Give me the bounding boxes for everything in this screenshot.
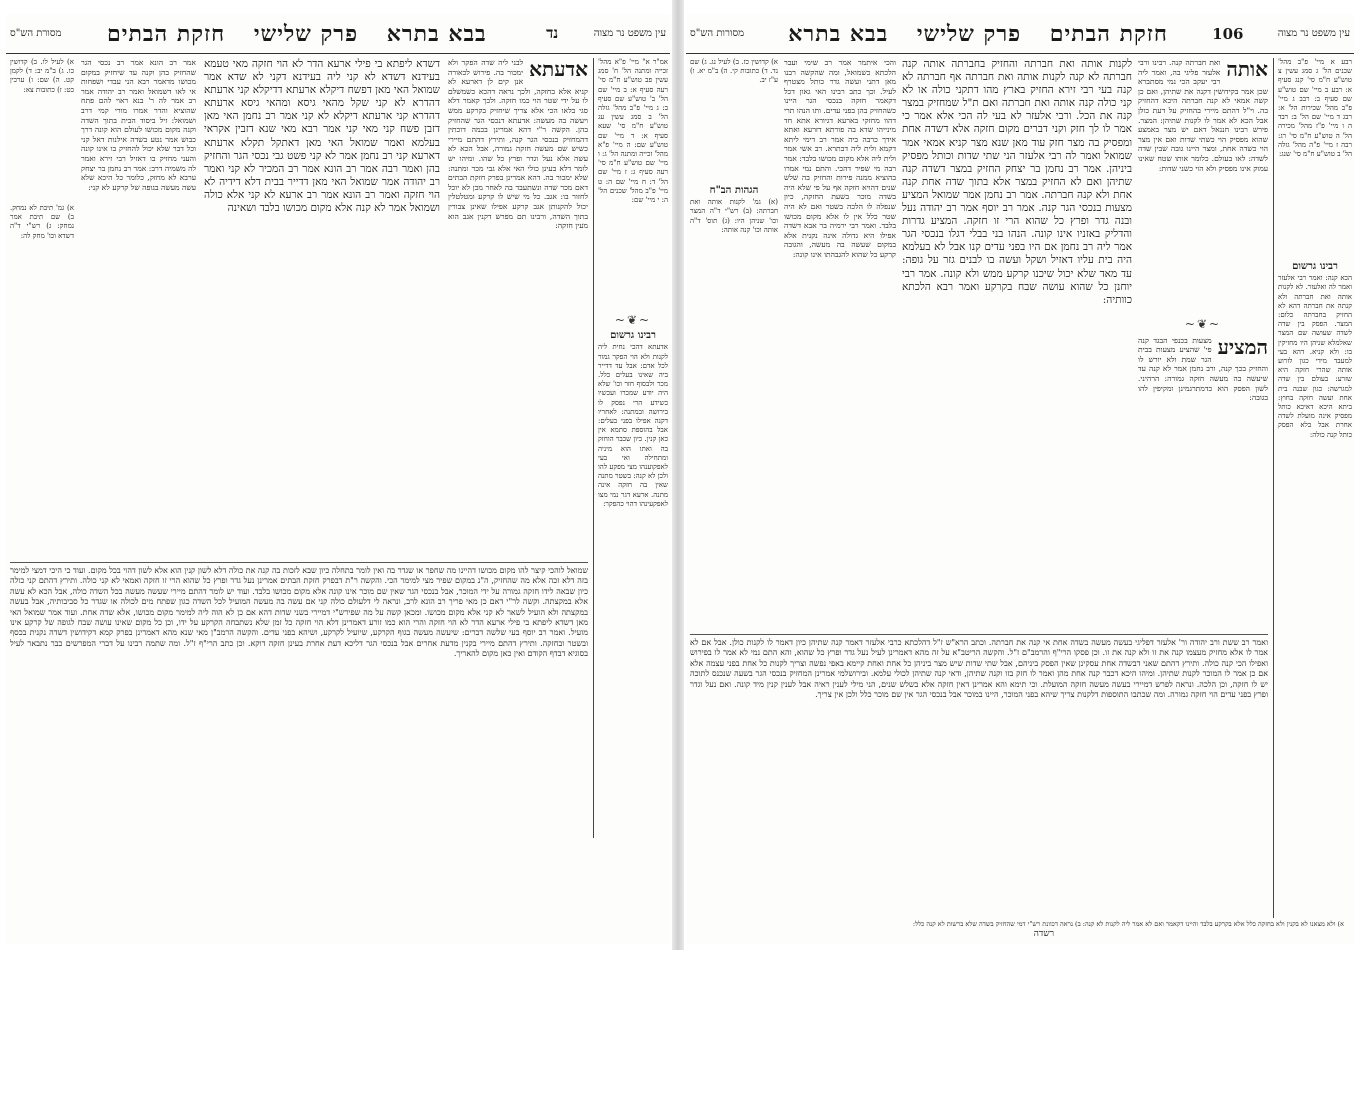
column-divider bbox=[1273, 58, 1274, 918]
gemara-text: דשדא ליפתא בי פילי ארעא הדר לא הוי חזקה מאי טעמא בעידנא דשדא לא קני ליה בעידנא דקני לא שדא אמר שמואל האי מאן דפשח דיקלא ארעתא דדיקלא קני ארעתא דהדרא לא קני שקל מהאי גיסא ומהאי גיסא ארעתא דהדרא קני ארעתא דיקלא לא קני אמר רב נחמן האי מאן דזבן פשח קני מאי קני אמר רבא מאי שנא דזבין אקראי בעלמא ואמר שמואל האי מאן דאתקל תקלא ארעתא דארעא קני רב נחמן אמר לא קני פשט גבי נכסי הגר והחזיק בהן ואמר רבה אמר רב הונא אמר רב המכיר לא קני ואמר רב יהודה אמר שמואל האי מאן דדייר בבית דלא דידיה לא הוי חזקה ואמר רב הונא אמר רב ארעא לא קני אלא כולה ושמואל אמר לא קנה אלא מקום מכושו בלבד ושאינה bbox=[204, 58, 440, 215]
masoret-label: מסורת הש"ס bbox=[10, 28, 62, 39]
page-catchword: רשדה bbox=[1033, 930, 1054, 938]
rashi-column bbox=[784, 58, 896, 628]
left-page-header bbox=[6, 14, 670, 54]
tosafot-text: ואת חברתה קנה. רבינו ורבי אלעזר פליגי בה, ואמר ליה רבי יעקב הכי נמי מסתברא שכן אמר בקידושין דקנה את שתיהן, ואם כן קשה אמאי לא קנה חברתה היכא דהחזיק בה. וי"ל דהתם מיירי בהחזיק על דעת כולן אבל הכא לא אמר לו לקנות שתיהן: המצר. פירש רבינו חננאל דאם יש מצר באמצע שהוא מפסיק הוי כשתי שדות ואם אין מצר הוי כשדה אחת, ומצר היינו גובה שבין שדה לשדה: לאו בעולם. כלומר אותו שטח שאינו עמוק אינו מפסיק ולא הוי כשני שדות: bbox=[1138, 58, 1268, 173]
chapter-number: פרק שלישי bbox=[253, 20, 359, 47]
hagahot-title: הגהות הב"ח bbox=[709, 185, 759, 196]
masoret-text: א) לעיל לו. ב) קדושין כו. ג) ב"מ יב: ד) לקמן קט. ה) שם: ו) ערכין כט: ז) כתובות צא: bbox=[10, 58, 74, 94]
harrechivi-text: מצעות בכנפי הבגד קנה פי' שהציע מצעות בבית הגר שמת ולא יורש לו והחזיק בכך קנה, ורב נחמן אמר לא קנה עד שיעשה בה מעשה חזקה גמורה: הרהיני. לשון הפסק הוא כדמתרגמינן ומקיפין להו בגובה: bbox=[1138, 335, 1268, 403]
commentary-separator bbox=[690, 634, 1268, 635]
tosafot-text: לבני ליה שדה הפקר ולא ימכור בה. פירוש לכאורה אנן קים לן דארעא לא קניא אלא בחזקה, ולכך נראה דהכא כשמשלם לו על ידי שטר הוי כמו חזקה. ולכך קאמר דלא סגי בלאו הכי אלא צריך שיחזיק בקרקע ממש ויעשה בה מעשה: אדעתא דנכסי הגר שהחזיק בהן. הקשה ר"י דהא אמרינן בכמה דוכתין דהמחזיק בנכסי הגר קנה, ותירץ דהתם מיירי כשיש שם מעשה חזקה גמורה, אבל הכא לא עשה אלא נעל וגדר ופרץ כל שהו. ומיהו יש לומר דלא בעינן כולי האי אלא גבי מכר ומתנה: שלא ימכור בה. דהא אמרינן בפרק חזקת הבתים דאם מכר שדה ונשתעבד בה לאחר מכן לא יוכל לחזור בו: אגב. כל מי שיש לו קרקע ומטלטלין יכול להקנותן אגב קרקע אפילו שאינן צבורין בתוך השדה, ורבינו תם מפרש דקנין אגב הוא מעין חזקה: bbox=[448, 58, 588, 231]
running-title bbox=[778, 21, 1178, 47]
left-page bbox=[6, 14, 670, 944]
masoret-text: א) קדושין כז. ב) לעיל נג. ג) שם נד. ד) כתובות קי. ה) ב"מ יא. ו) ע"ז יב. bbox=[690, 58, 778, 85]
gemara-main-text bbox=[902, 58, 1132, 628]
harrechivi-column bbox=[1138, 314, 1268, 614]
rabbeinu-gershom-column bbox=[598, 310, 668, 830]
right-page bbox=[686, 14, 1354, 944]
tractate-name: בבא בתרא bbox=[386, 20, 487, 47]
page-footnote: א) ולא מצאנו לא בקנין ולא בחזקה כלל אלא בקרקע בלבד והיינו דקאמר ואם לא אמר ליה לקנות לא קנה: ב) נראה דכוונת רש"י דמי שהחזיק בשדה שלא ברשות לא קנה כלל: bbox=[912, 920, 1344, 928]
hagahot-column bbox=[10, 204, 74, 354]
bottom-commentary-text: שמואל לוהכי קיצר להו מקום מכושו דהיינו מה שחפר או שגדר בה ואין לומר בתחלה כיון שבא לזכות בה קנה את כולה דלא לשון קנין הוא אלא לשון דהוי בכל מקום. ועוד כי היכי דמצי למימר בזה דלא זכה אלא מה שהחזיק, ה"נ במקום שפיר מצי למימר הכי. והקשה ר"ת דבפרק חזקת הבתים אמרינן נעל גדר ופרץ כל שהוא הרי זו חזקה ואמאי לא קני כולה. ותירץ דהתם קני כולה כיון שבאה לידו חזקה גמורה על ידי המוכר, אבל בנכסי הגר שאין שם מוכר אינו קונה אלא מקום מכושו בלבד. ועוד יש לומר דהתם מיירי שעשה מעשה בכל השדה כולה, אבל הכא לא עשה אלא במקצתה. וקשה לר"י דאם כן מאי פריך רב הונא לרב, ונראה לי דלעולם כולה קני אם עשה בה מעשה המועיל לכל השדה כגון שפתח מים לכולה או שגדר כל סביבותיה, אבל בעשה במקצתה ולא הועיל לשאר לא קני אלא מקום מכושו. ומכאן קשה על מה שפירש"י דמיירי בשני שדות דהא אם כן לא הוה ליה למימר מקום מכושו, אלא שדה אחת. ועוד אמר שמואל האי מאן דשדא ליפתא בי פילי ארעא הדר לא הוי חזקה והרי הוא כמו זורע דאמרינן דלא הוי חזקה כל זמן שלא נשתבחה הקרקע על ידו, וכן כל מקום שאינו עושה שבח לגופה של קרקע אינו מועיל. ואמר רב יוסף בעי שלשה דברים: שיעשה מעשה בגוף הקרקע, שיועיל לקרקע, ושיהא בפני עדים. והקשה הרמב"ן מאי שנא מהא דאמרינן בפרק קמא דקידושין דשדה נקנית בכסף ובשטר ובחזקה. ותירץ דהתם מיירי בקנין מדעת אחרים אבל בנכסי הגר דליכא דעת אחרת בעינן חזקה דוקא. וכן כתב הרי"ף ז"ל. ומה שתמה רבינו על דברי המפרשים כבר נתבאר לעיל בסוגיא דבדף הקודם ואין כאן מקום להאריך. bbox=[10, 566, 588, 659]
chapter-number: פרק שלישי bbox=[916, 20, 1022, 47]
tosafot-head-word: אותה bbox=[1226, 58, 1268, 81]
gemara-main-text bbox=[204, 58, 440, 558]
tosafot-column bbox=[1138, 58, 1268, 308]
ein-mishpat-text: רבע א מיי' פ"ב מהל' שכנים הל' ג סמג עשין צ טוש"ע ח"מ סי' קנג סעיף א: רבע ב מיי' שם טוש"ע שם סעיף ב: רבב ג מיי' פ"ב מהל' שכירות הל' א: רבג ד מיי' שם הל' ב: רבד ה ו מיי' פ"ז מהל' מכירה הל' ה טוש"ע ח"מ סי' רג: רבה ז מיי' פ"ה מהל' גזלה הל' ב טוש"ע ח"מ סי' שנג: bbox=[1278, 58, 1352, 159]
masoret-hashas-column bbox=[10, 58, 74, 198]
rashi-text: אמר רב הונא אמר רב נכסי הגר שהחזיק בהן וקנה עד שיחזיק במקום מכושו מדאמר רבא הני עבדי ושפחות אי לאו דשמואל ואמר רב יהודה אמר רב אמר לה ר' בנא ראוי להם פתח שהוציא והדר אמרו מורי קמי דרב ושמואל: זיל ביסוד הבית בתוך השדה וקנה מקום מכושו לעולם הוא קונה דרך כבוש אמר נטע בשדה אילנות דאל קני וכל דבר שלא יכול להחזיק בו אינו קונה והעני מחזיק בו דאזיל רבי זירא ואמר לה משמיה דרב: אמר רב נחמן בר יצחק ערבא לא מחזק, כלומר כל היכא שלא עשה מעשה בגופה של קרקע לא קני: bbox=[81, 58, 196, 192]
ein-mishpat-label: עין משפט נר מצוה bbox=[1277, 28, 1350, 39]
right-page-header bbox=[686, 14, 1354, 54]
folio-number: נד bbox=[546, 24, 559, 42]
bottom-commentary bbox=[10, 566, 588, 941]
ein-mishpat-column bbox=[1278, 58, 1352, 258]
rabbeinu-gershom-text: אדעתא דהכי נחית ליה לקנות ולא הוי הפקר גמור לכל אדם: אבל עד דדייר ביה שאינו בעלים כלל. מכר ולבסוף חזר וכו' שלא היה יודע שמכרו ועכשיו כשידע הרי נפסק לו בירושה ובמתנה: לאחריו דקנה אפילו בפני בעלים: אבל בהוספת סתמא אין כאן קנין. כיון שכבר הוחזק בה ואתו הוא מיניה ומתחילה ואי בעי לאפקוענהו מצי מפקע להו ולכן לא קנה: בשטר מתנה שאין בה חזקה אינה מתנה. ארעא דגר נמי מצו לאפקעינהו דהוי כהפקר: bbox=[598, 343, 668, 508]
commentary-separator bbox=[10, 562, 588, 563]
column-divider bbox=[593, 58, 594, 838]
tosafot-head-word: אדעתא bbox=[529, 58, 588, 81]
hagahot-habach-column bbox=[690, 184, 778, 384]
rabbeinu-gershom-title: רבינו גרשום bbox=[1292, 261, 1338, 272]
gemara-text: לקנות אותה ואת חברתה והחזיק בחברתה אותה קנה חברתה לא קנה לקנות אותה ואת חברתה אף חברתה לא קנה בעי רבי זירא החזיק בארץ מהו דתקני כולה או לא קני כולה קנה אותה ואת חברתה ואם ת"ל שמחזיק במצר קנה את הכל. ורבי אלעזר לא בעי לה הכי אלא אמר כי אמר לו לך חזק וקני דברים מקום חזקה אלא דשדה אחת ומפסיק בה מצר חזק עוד מאן שנא מצר קניא אמאי אמר שמואל ואמר לה רבי אלעזר הני שתי שדות וכותל מפסיק ביניהן. אמר רב נחמן בר יצחק החזיק במצר דשדה קנה שתיהן ואם לא החזיק במצר אלא בתוך שדה אחת קנה אחת ולא קנה חברתה. אמר רב נחמן אמר שמואל המציע מצעות בנכסי הגר קנה. אמר רב יוסף אמר רב יהודה נעל ובנה גדר ופרץ כל שהוא הרי זו חזקה. המציע גדרות והדליק באזניו אינו קונה. הנהו בני בבלי דגלו בנכסי הגר אמר ליה רב נחמן אם היו בפני עדים קנו אבל לא בעלמא היה בית עליו דאזיל ושקל ועשה בו לבנים גזר על גופה: עד מאד שלא יכול שיכנו קרקע ממש ולא קונה. אמר רבי יוחנן כל שהוא עושה שבח בקרקע ואמר רבא הלכתא כוותיה: bbox=[902, 58, 1132, 306]
chapter-title: חזקת הבתים bbox=[1049, 20, 1168, 47]
flourish-ornament: ~❦~ bbox=[614, 313, 652, 327]
ein-mishpat-column bbox=[598, 58, 668, 308]
rashi-text: והכי איתמר אמר רב שימי ועבר הלכתא כשמואל, ומה שהקשה רבנו מאן דתני ועשה גדר כותל מצטרף לעיל. וכך כתב רבינו האי גאון דכל דקאמר חזקה בנכסי הגר היינו כשהחזיק בהן בפני עדים. ותו הנהו תרי דהוו מחזקי בארעא דגיורא אתא חד מינייהו שדא בה פורתא דזרעא ואתא אידך כרבה ביה אמר רב דימי ליתא דקמא ולית ליה דבתרא. רב אשי אמר ולית ליה אלא מקום מכושו בלבד: אמר רבה מי שפיר דהכי. והתם נמי אמרו בהוציא ממנה פירות והחזיק בה שלש שנים דהויא חזקה אף על פי שלא היה בשדה מוכר בשעת החזקה, כיון שנפלה לו הלכה בשטר ואם לא היה שטר כלל אין לו אלא מקום מכושו בלבד. ואמר רבי ירמיה בר אבא דשדה אפילו היא גדולה אינה נקנית אלא במקום שעשה בה מעשה, והגובה קרקע כל שהוא להגבהתו אינו קונה: bbox=[784, 58, 896, 259]
chapter-title: חזקת הבתים bbox=[107, 20, 226, 47]
rabbeinu-gershom-title: רבינו גרשום bbox=[610, 330, 656, 342]
masoret-hashas-column bbox=[690, 58, 778, 178]
running-title bbox=[97, 21, 497, 47]
harrechivi-head-word: המציע bbox=[1217, 334, 1268, 359]
hagahot-text: א) גמ' תיבת לא נמחק. ב) שם תיבת אמר נמחק: ג) רש"י ד"ה דשדא וכו' מחק לה: bbox=[10, 204, 74, 240]
rabbeinu-gershom-column bbox=[1278, 260, 1352, 920]
rabbeinu-gershom-text: הכא קנה: ואמר רבי אלעזר ואמר לה ואלעזר. לא לקנות אותה ואת חברתה ולא קנתה את חברתה דהא לא החזיק בחברתה כלום: המצר. הפסק בין שדה לשדה שעושה שם המצר שאלמלא שניהן היו מחזיקין בו: ולא קניא. דהא בעי למעבד מידי כגון לזרוע אותה שהרי חזקה היא שזרע: בעולם בין שדה למגרשה: כגון שבנה בית אחת ועשה חזקה בחוץ: ביתא היכא דאיכא כותל מפסיק אינה מועלת לשדה אחרת אבל בלא הפסק כותל קנה כולה: bbox=[1278, 274, 1352, 439]
ein-mishpat-text: אמ"ר א" מיי' פ"א מהל' זכייה ומתנה הל' ח' סמג עשין פב טוש"ע ח"מ סי' רעה סעיף א: ב מיי' שם הל' ב' טוש"ע שם סעיף ב: ג מיי' פ"ב מהל' גזלה הל' ב סמג עשין עג טוש"ע ח"מ סי' שעא סעיף א: ד מיי' שם טוש"ע שם: ה מיי' פ"א מהל' זכייה ומתנה הל' ג: ו מיי' שם טוש"ע ח"מ סי' רעה סעיף ג: ז מיי' שם הל' ד: ח מיי' שם ה: ט מיי' פ"ב מהל' שכנים הל' ה: י מיי' שם: bbox=[598, 58, 668, 205]
masoret-label: מסורות הש"ס bbox=[690, 28, 745, 39]
flourish-ornament: ~❦~ bbox=[1184, 317, 1222, 331]
hagahot-text: (א) גמ' לקנות אותה ואת חברתה: (ב) רש"י ד"ה המצר וכו' שניהן היו: (ג) תוס' ד"ה אותה וכו' קנה אותה: bbox=[690, 198, 778, 234]
tractate-name: בבא בתרא bbox=[788, 20, 889, 47]
folio-number: 106 bbox=[1212, 24, 1244, 43]
bottom-commentary bbox=[690, 638, 1268, 914]
bottom-commentary-text: ואמר רב ששת ורב יהודה ור' אלעזר דפליגי בעשה מעשה בשדה אחת אי קנה את חברתה. וכתב הרא"ש ז"ל דהלכתא כרבי אלעזר דאמר קנה שתיהן כיון דאמר לו לקנות כולן. אבל אם לא אמר לו אלא מחזיק מעצמו קנה את זו ולא קנה את זו. וכן פסקו הרי"ף והרמב"ם ז"ל. והקשה הריטב"א על זה מהא דאמרינן לעיל נעל גדר ופרץ כל שהוא, והא התם נמי לא אמר לו בפירוש ואפילו הכי קנה כולה. ותירץ דהתם שאני דבשדה אחת עסקינן שאין הפסק ביניהם, אבל שתי שדות שיש מצר ביניהן כל אחת ואחת קיימא באפי נפשה וצריך לקנות כל אחת בפני עצמה אלא אם כן אמר לו המוכר לקנות שתיהן. ומיהו היכא דכבר קנה אחת מהן ואמר לו חזק בזו וקנה שתיהן, ודאי קנה שתיהן לכולי עלמא. ובירושלמי אמרינן המחזיק בנכסי הגר בשעה שנכנס לתוכה יש לו חזקה, וכן הלכה. ונראה לפרש דמיירי בעשה מעשה חזקה המועלת. וכי תימא והא אמרינן דאין חזקה אלא בשלש שנים, הני מילי לענין ראיה אבל לענין קנין מיד קונה. ואם נעל וגדר ופרץ בפני עדים הוי חזקה גמורה. ומה שכתבו התוספות דלקנות צריך שיהא בפני המוכר, היינו במוכר אבל בנכסי הגר אין שם מוכר כלל ולכן אין צריך. bbox=[690, 638, 1268, 700]
rashi-column bbox=[81, 58, 196, 558]
tosafot-column bbox=[448, 58, 588, 558]
book-gutter bbox=[672, 0, 684, 950]
ein-mishpat-label: עין משפט נר מצוה bbox=[593, 28, 666, 39]
